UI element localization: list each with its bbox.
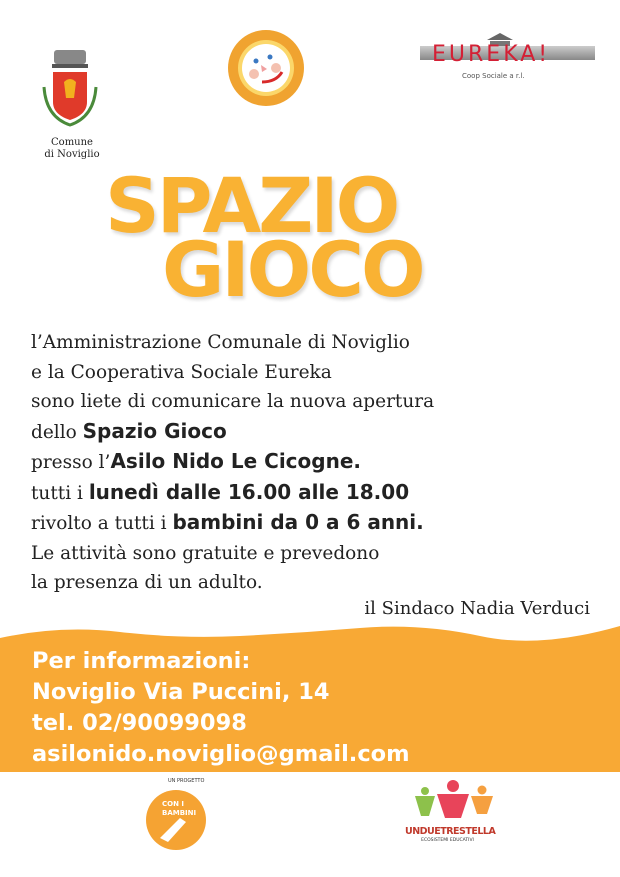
announcement-text (31, 328, 434, 598)
body-line: sono liete di comunicare la nuova apertura (31, 391, 435, 412)
comune-crest-logo (36, 42, 108, 162)
smiley-face-logo (224, 26, 308, 110)
unduetrestella-logo (405, 778, 500, 843)
body-line: e la Cooperativa Sociale Eureka (31, 361, 332, 383)
comune-line1: Comune (51, 137, 93, 148)
con-i-bambini-top: UN PROGETTO (168, 778, 205, 784)
info-heading: Per informazioni: (32, 648, 251, 674)
info-phone[interactable]: tel. 02/90099098 (32, 710, 247, 736)
info-email[interactable]: asilonido.noviglio@gmail.com (32, 741, 410, 767)
con-i-bambini-logo (140, 778, 210, 853)
eureka-name: EUREKA! (432, 42, 551, 67)
body-line: l’Amministrazione Comunale di Noviglio (31, 332, 410, 353)
con-i-bambini-name: CON I BAMBINI (162, 800, 197, 817)
eureka-sub: Coop Sociale a r.l. (462, 72, 525, 80)
info-address: Noviglio Via Puccini, 14 (32, 679, 330, 705)
info-block (32, 646, 410, 770)
eureka-logo (420, 32, 595, 86)
title-line1: SPAZIO (105, 161, 398, 250)
body-line: la presenza di un adulto. (31, 572, 263, 593)
signature: il Sindaco Nadia Verduci (364, 598, 590, 619)
body-line: tutti i lunedì dalle 16.00 alle 18.00 (31, 479, 410, 504)
body-line: Le attività sono gratuite e prevedono (31, 542, 380, 564)
title-line2: GIOCO (162, 225, 423, 314)
unduetrestella-name: UNDUETRESTELLA (405, 826, 496, 837)
body-line: rivolto a tutti i bambini da 0 a 6 anni. (31, 510, 424, 534)
body-line: presso l’Asilo Nido Le Cicogne. (31, 449, 361, 473)
comune-line2: di Noviglio (44, 149, 100, 160)
unduetrestella-sub: ECOSISTEMI EDUCATIVI (421, 838, 474, 843)
body-line: dello Spazio Gioco (31, 418, 227, 443)
